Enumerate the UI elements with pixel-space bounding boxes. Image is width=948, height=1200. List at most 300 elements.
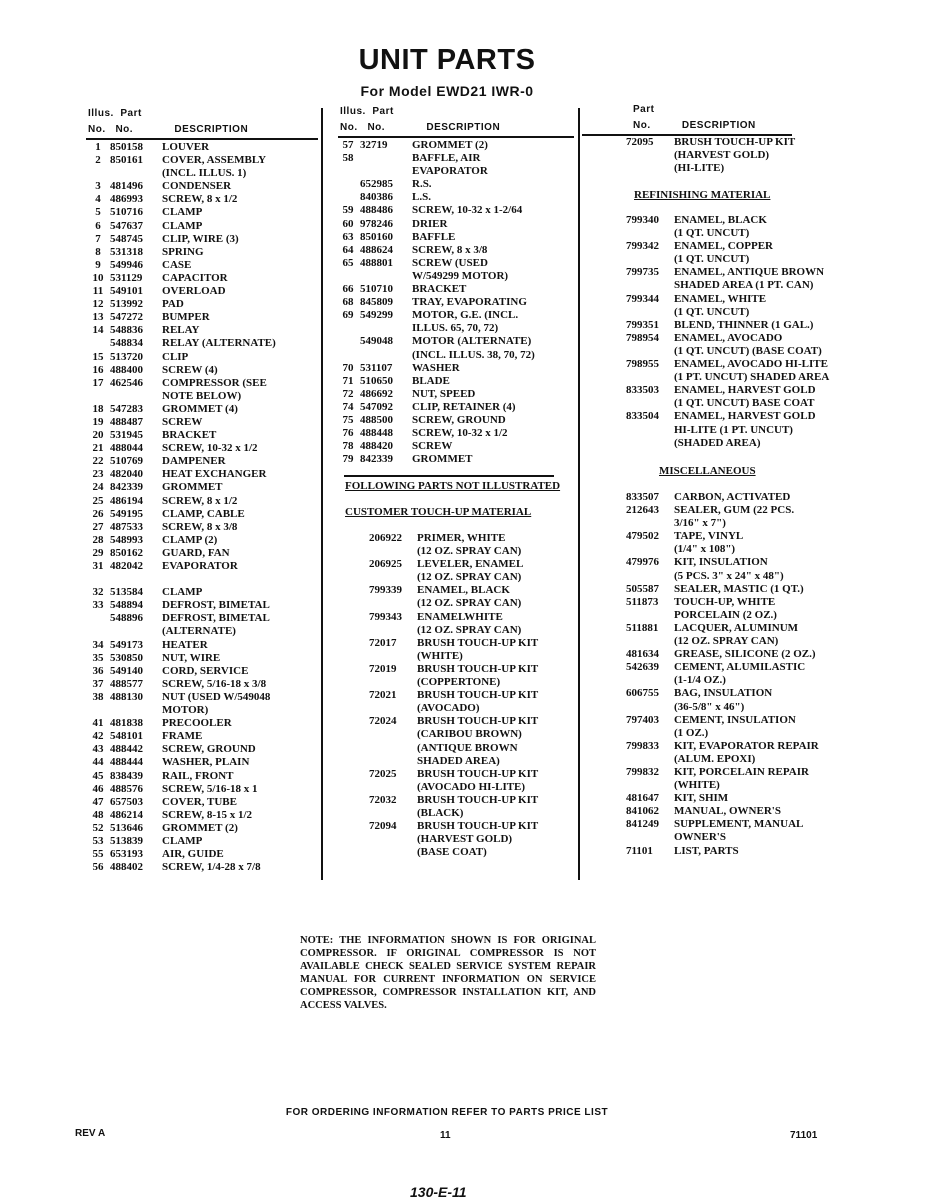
description: SEALER, MASTIC (1 QT.) <box>674 582 804 595</box>
part-no: 72025 <box>369 767 397 780</box>
description: COMPRESSOR (SEE <box>162 376 267 389</box>
part-no: 488577 <box>110 677 143 690</box>
parts-list-col1 <box>86 141 318 874</box>
part-no: 850162 <box>110 546 143 559</box>
description: COVER, TUBE <box>162 795 237 808</box>
table-row <box>369 611 579 624</box>
description: BUMPER <box>162 311 210 324</box>
part-no <box>360 349 412 362</box>
header-part: Part <box>120 108 142 119</box>
part-no: 547092 <box>360 400 393 413</box>
table-row <box>336 362 572 375</box>
table-row <box>336 191 572 204</box>
description: EVAPORATOR <box>162 560 238 572</box>
table-row <box>86 704 318 717</box>
illus-no <box>336 191 360 204</box>
illus-no <box>86 573 110 586</box>
description: (1 QT. UNCUT) <box>674 253 750 266</box>
part-no <box>110 625 162 638</box>
table-row <box>626 674 856 687</box>
header-no: No. <box>115 124 134 135</box>
illus-no: 17 <box>92 376 104 389</box>
part-no: 488130 <box>110 690 143 703</box>
table-row <box>626 596 856 609</box>
description: KIT, INSULATION <box>674 556 768 569</box>
part-no: 548894 <box>110 599 143 612</box>
table-row <box>369 637 579 650</box>
table-row <box>626 227 856 240</box>
table-row <box>626 162 856 175</box>
illus-no: 36 <box>92 664 104 677</box>
illus-no: 19 <box>92 415 104 428</box>
illus-no: 78 <box>342 440 354 453</box>
part-no: 487533 <box>110 520 143 533</box>
description: TOUCH-UP, WHITE <box>674 595 776 608</box>
table-row <box>626 648 856 661</box>
description: CEMENT, ALUMILASTIC <box>674 661 806 674</box>
description: CLIP <box>162 350 189 363</box>
table-row <box>336 139 572 152</box>
part-no: 488444 <box>110 756 143 769</box>
part-no <box>626 162 674 175</box>
col1-header <box>88 106 248 138</box>
description: SPRING <box>162 245 204 258</box>
part-no <box>626 437 674 450</box>
table-row <box>626 818 856 831</box>
part-no: 488801 <box>360 256 393 269</box>
part-no <box>369 846 417 859</box>
part-no <box>369 742 417 755</box>
illus-no: 6 <box>95 219 101 232</box>
table-row <box>86 730 318 743</box>
table-row <box>626 397 856 410</box>
part-no: 488402 <box>110 861 143 874</box>
illus-no: 18 <box>92 402 104 415</box>
table-row <box>369 755 579 768</box>
table-row <box>86 717 318 730</box>
table-row <box>86 599 318 612</box>
table-row <box>86 442 318 455</box>
illus-no: 2 <box>95 154 101 167</box>
table-row <box>626 491 856 504</box>
part-no: 978246 <box>360 217 393 230</box>
description: EVAPORATOR <box>412 165 488 178</box>
table-row <box>369 846 579 859</box>
table-row <box>626 214 856 227</box>
table-row <box>86 639 318 652</box>
table-row <box>336 178 572 191</box>
table-row <box>369 781 579 794</box>
description: ENAMEL, COPPER <box>674 240 773 253</box>
part-no: 488400 <box>110 363 143 376</box>
table-row <box>86 206 318 219</box>
description: RELAY <box>162 324 200 337</box>
description: WASHER, PLAIN <box>162 756 250 769</box>
illus-no: 21 <box>92 442 104 455</box>
description: (36-5/8" x 46") <box>674 700 745 713</box>
ordering-info: FOR ORDERING INFORMATION REFER TO PARTS PRICE LIST <box>285 1107 609 1118</box>
description: (BLACK) <box>417 806 464 819</box>
part-no: 488442 <box>110 743 143 756</box>
description: COVER, ASSEMBLY <box>162 154 267 167</box>
description: MANUAL, OWNER'S <box>674 805 781 818</box>
description: DAMPENER <box>162 455 226 468</box>
illus-no: 25 <box>92 494 104 507</box>
part-no <box>626 609 674 622</box>
part-no <box>626 306 674 319</box>
part-no: 798954 <box>626 331 659 344</box>
table-row <box>626 358 856 371</box>
illus-no <box>336 270 360 283</box>
illus-no: 45 <box>92 769 104 782</box>
description: (1 QT. UNCUT) (BASE COAT) <box>674 344 822 357</box>
description: L.S. <box>412 191 431 204</box>
description: SCREW, GROUND <box>162 743 256 756</box>
description: (SHADED AREA) <box>674 436 761 449</box>
part-no: 799343 <box>369 610 402 623</box>
part-no: 510710 <box>360 283 393 296</box>
table-row <box>86 809 318 822</box>
part-no: 548896 <box>110 612 143 625</box>
part-no <box>369 833 417 846</box>
description: NUT, SPEED <box>412 387 476 400</box>
table-row <box>86 351 318 364</box>
table-row <box>86 547 318 560</box>
illus-no: 3 <box>95 180 101 193</box>
part-no <box>626 227 674 240</box>
table-row <box>336 335 572 348</box>
illus-no: 68 <box>342 296 354 309</box>
part-no <box>626 779 674 792</box>
illus-no: 70 <box>342 361 354 374</box>
description: PRECOOLER <box>162 717 232 730</box>
table-row <box>626 805 856 818</box>
table-row <box>86 770 318 783</box>
part-no: 32719 <box>360 139 388 151</box>
description: RELAY (ALTERNATE) <box>162 337 276 350</box>
description: (WHITE) <box>674 779 720 792</box>
handwritten-code: 130-E-11 <box>410 1184 467 1200</box>
illus-no: 28 <box>92 533 104 546</box>
part-no <box>626 253 674 266</box>
description: BRACKET <box>412 283 467 296</box>
description: CONDENSER <box>162 180 232 193</box>
part-no: 530850 <box>110 651 143 664</box>
description: (COPPERTONE) <box>417 676 501 689</box>
description: (12 OZ. SPRAY CAN) <box>417 571 522 584</box>
description: ILLUS. 65, 70, 72) <box>412 322 499 335</box>
illus-no: 69 <box>342 309 354 322</box>
illus-no: 37 <box>92 677 104 690</box>
part-no: 72017 <box>369 636 397 649</box>
part-no: 833507 <box>626 491 659 503</box>
description: KIT, SHIM <box>674 792 729 805</box>
part-no: 606755 <box>626 687 659 700</box>
table-row <box>86 652 318 665</box>
table-row <box>86 193 318 206</box>
part-no: 531318 <box>110 245 143 258</box>
table-row <box>626 583 856 596</box>
part-no: 513720 <box>110 350 143 363</box>
table-row <box>626 622 856 635</box>
table-row <box>626 136 856 149</box>
part-no <box>626 543 674 556</box>
description: GUARD, FAN <box>162 546 230 559</box>
illus-no: 63 <box>342 230 354 243</box>
description: SHADED AREA (1 PT. CAN) <box>674 279 814 292</box>
illus-no: 13 <box>92 311 104 324</box>
part-no: 549946 <box>110 258 143 271</box>
part-no: 542639 <box>626 661 659 674</box>
part-no: 513839 <box>110 834 143 847</box>
table-row <box>86 337 318 350</box>
divider <box>578 108 580 880</box>
description: ENAMEL, BLACK <box>674 214 767 226</box>
table-row <box>336 309 572 322</box>
table-row <box>86 298 318 311</box>
part-no <box>626 570 674 583</box>
table-row <box>369 597 579 610</box>
refinishing-heading: REFINISHING MATERIAL <box>634 189 771 201</box>
table-row <box>86 468 318 481</box>
table-row <box>369 676 579 689</box>
table-row <box>626 792 856 805</box>
description: CLAMP <box>162 219 203 232</box>
part-no: 513646 <box>110 821 143 834</box>
table-row <box>86 521 318 534</box>
part-no: 482042 <box>110 560 143 572</box>
illus-no: 64 <box>342 243 354 256</box>
part-no <box>626 149 674 162</box>
table-row <box>86 691 318 704</box>
part-no: 72024 <box>369 715 397 728</box>
table-row <box>626 831 856 844</box>
table-row <box>626 687 856 700</box>
part-no <box>626 701 674 714</box>
header-illus: Illus. <box>340 106 366 117</box>
table-row <box>336 414 572 427</box>
part-no <box>626 397 674 410</box>
description: BRUSH TOUCH-UP KIT <box>417 793 539 806</box>
header-description: DESCRIPTION <box>681 120 756 131</box>
description: ENAMEL, AVOCADO <box>674 331 783 344</box>
table-row <box>626 371 856 384</box>
description: (1-1/4 OZ.) <box>674 674 726 687</box>
part-no: 549299 <box>360 309 393 322</box>
table-row <box>336 204 572 217</box>
description: DRIER <box>412 217 448 230</box>
miscellaneous-heading: MISCELLANEOUS <box>659 465 756 477</box>
illus-no: 15 <box>92 350 104 363</box>
table-row <box>626 766 856 779</box>
description: BRUSH TOUCH-UP KIT <box>417 662 539 675</box>
part-no <box>369 545 417 558</box>
table-row <box>336 283 572 296</box>
part-no: 488576 <box>110 782 143 795</box>
table-row <box>626 266 856 279</box>
illus-no: 8 <box>95 245 101 258</box>
table-row <box>86 495 318 508</box>
table-row <box>86 560 318 573</box>
description: (AVOCADO) <box>417 702 480 715</box>
illus-no: 33 <box>92 599 104 612</box>
part-no: 799340 <box>626 214 659 226</box>
description: GROMMET (2) <box>412 139 488 151</box>
description: CARBON, ACTIVATED <box>674 491 791 503</box>
description: TAPE, VINYL <box>674 530 744 543</box>
header-illus: Illus. <box>88 108 114 119</box>
part-no <box>626 424 674 437</box>
description: MOTOR) <box>162 704 209 717</box>
table-row <box>86 246 318 259</box>
part-no <box>369 650 417 663</box>
part-no: 548834 <box>110 337 143 350</box>
description: W/549299 MOTOR) <box>412 269 509 282</box>
illus-no: 14 <box>92 324 104 337</box>
part-no: 799735 <box>626 266 659 279</box>
description: (1 QT. UNCUT) BASE COAT <box>674 397 815 410</box>
illus-no <box>86 625 110 638</box>
illus-no: 65 <box>342 256 354 269</box>
description: MOTOR (ALTERNATE) <box>412 335 532 348</box>
header-no: No. <box>633 120 651 131</box>
part-no: 799833 <box>626 739 659 752</box>
part-no: 531945 <box>110 429 143 442</box>
table-row <box>626 306 856 319</box>
part-no: 505587 <box>626 582 659 595</box>
table-row <box>626 332 856 345</box>
description: SHADED AREA) <box>417 754 500 767</box>
table-row <box>86 364 318 377</box>
part-no: 486692 <box>360 387 393 400</box>
illus-no: 34 <box>92 638 104 651</box>
part-no: 531129 <box>110 271 143 284</box>
description: (INCL. ILLUS. 1) <box>162 167 247 180</box>
illus-no: 35 <box>92 651 104 664</box>
table-row <box>336 218 572 231</box>
description: BRUSH TOUCH-UP KIT <box>417 689 539 702</box>
illus-no <box>336 165 360 178</box>
part-no: 842339 <box>360 453 393 466</box>
description: (1 PT. UNCUT) SHADED AREA <box>674 371 830 384</box>
header-part: Part <box>633 104 655 115</box>
part-no: 850158 <box>110 141 143 153</box>
description: CLIP, WIRE (3) <box>162 232 239 245</box>
illus-no: 53 <box>92 834 104 847</box>
table-row <box>626 701 856 714</box>
part-no: 72095 <box>626 136 654 148</box>
table-row <box>626 609 856 622</box>
illus-no: 60 <box>342 217 354 230</box>
divider <box>338 136 574 138</box>
table-row <box>369 584 579 597</box>
part-no <box>626 635 674 648</box>
part-no: 488624 <box>360 243 393 256</box>
part-no: 549195 <box>110 507 143 520</box>
part-no <box>369 728 417 741</box>
description: FRAME <box>162 730 203 743</box>
part-no: 510769 <box>110 455 143 468</box>
table-row <box>369 545 579 558</box>
part-no <box>369 624 417 637</box>
part-no: 488044 <box>110 442 143 455</box>
description: (HARVEST GOLD) <box>674 149 770 162</box>
illus-no: 16 <box>92 363 104 376</box>
part-no: 486993 <box>110 193 143 206</box>
illus-no: 75 <box>342 413 354 426</box>
table-row <box>86 455 318 468</box>
illus-no: 56 <box>92 861 104 874</box>
description: (ALTERNATE) <box>162 625 236 638</box>
part-no: 513992 <box>110 298 143 311</box>
description: (WHITE) <box>417 649 463 662</box>
table-row <box>86 429 318 442</box>
illus-no: 29 <box>92 546 104 559</box>
table-row <box>626 661 856 674</box>
part-no: 653193 <box>110 848 143 861</box>
description: SCREW, 8 x 1/2 <box>162 193 238 206</box>
illus-no <box>86 337 110 350</box>
part-no: 547272 <box>110 311 143 324</box>
part-no <box>626 831 674 844</box>
part-no: 510716 <box>110 206 143 219</box>
table-row <box>86 586 318 599</box>
description: SUPPLEMENT, MANUAL <box>674 818 804 831</box>
description: NUT, WIRE <box>162 651 221 664</box>
table-row <box>336 401 572 414</box>
part-no: 510650 <box>360 374 393 387</box>
part-no: 657503 <box>110 795 143 808</box>
part-no: 206922 <box>369 532 402 544</box>
table-row <box>626 530 856 543</box>
table-row <box>369 571 579 584</box>
table-row <box>86 796 318 809</box>
description: CLAMP <box>162 586 203 599</box>
part-no: 842339 <box>110 481 143 494</box>
illus-no: 46 <box>92 782 104 795</box>
document-number: 71101 <box>790 1130 818 1141</box>
illus-no: 43 <box>92 743 104 756</box>
description: SCREW, GROUND <box>412 413 506 426</box>
illus-no: 38 <box>92 690 104 703</box>
table-row <box>336 152 572 165</box>
description: MOTOR, G.E. (INCL. <box>412 309 519 322</box>
part-no <box>110 390 162 403</box>
illus-no: 12 <box>92 298 104 311</box>
illus-no: 71 <box>342 374 354 387</box>
illus-no <box>336 178 360 191</box>
part-no: 547637 <box>110 219 143 232</box>
description: R.S. <box>412 178 432 191</box>
illus-no: 52 <box>92 821 104 834</box>
description: CLIP, RETAINER (4) <box>412 400 516 413</box>
header-no: No. <box>340 122 358 133</box>
table-row <box>369 807 579 820</box>
table-row <box>86 573 318 586</box>
description <box>162 573 318 586</box>
table-row <box>336 231 572 244</box>
description: SCREW, 1/4-28 x 7/8 <box>162 861 261 874</box>
part-no: 71101 <box>626 844 653 857</box>
description: LEVELER, ENAMEL <box>417 558 524 571</box>
part-no: 548836 <box>110 324 143 337</box>
table-row <box>626 556 856 569</box>
description: SCREW, 10-32 x 1-2/64 <box>412 204 523 217</box>
description: (1 QT. UNCUT) <box>674 227 750 240</box>
table-row <box>86 403 318 416</box>
part-no <box>360 322 412 335</box>
part-no <box>369 676 417 689</box>
